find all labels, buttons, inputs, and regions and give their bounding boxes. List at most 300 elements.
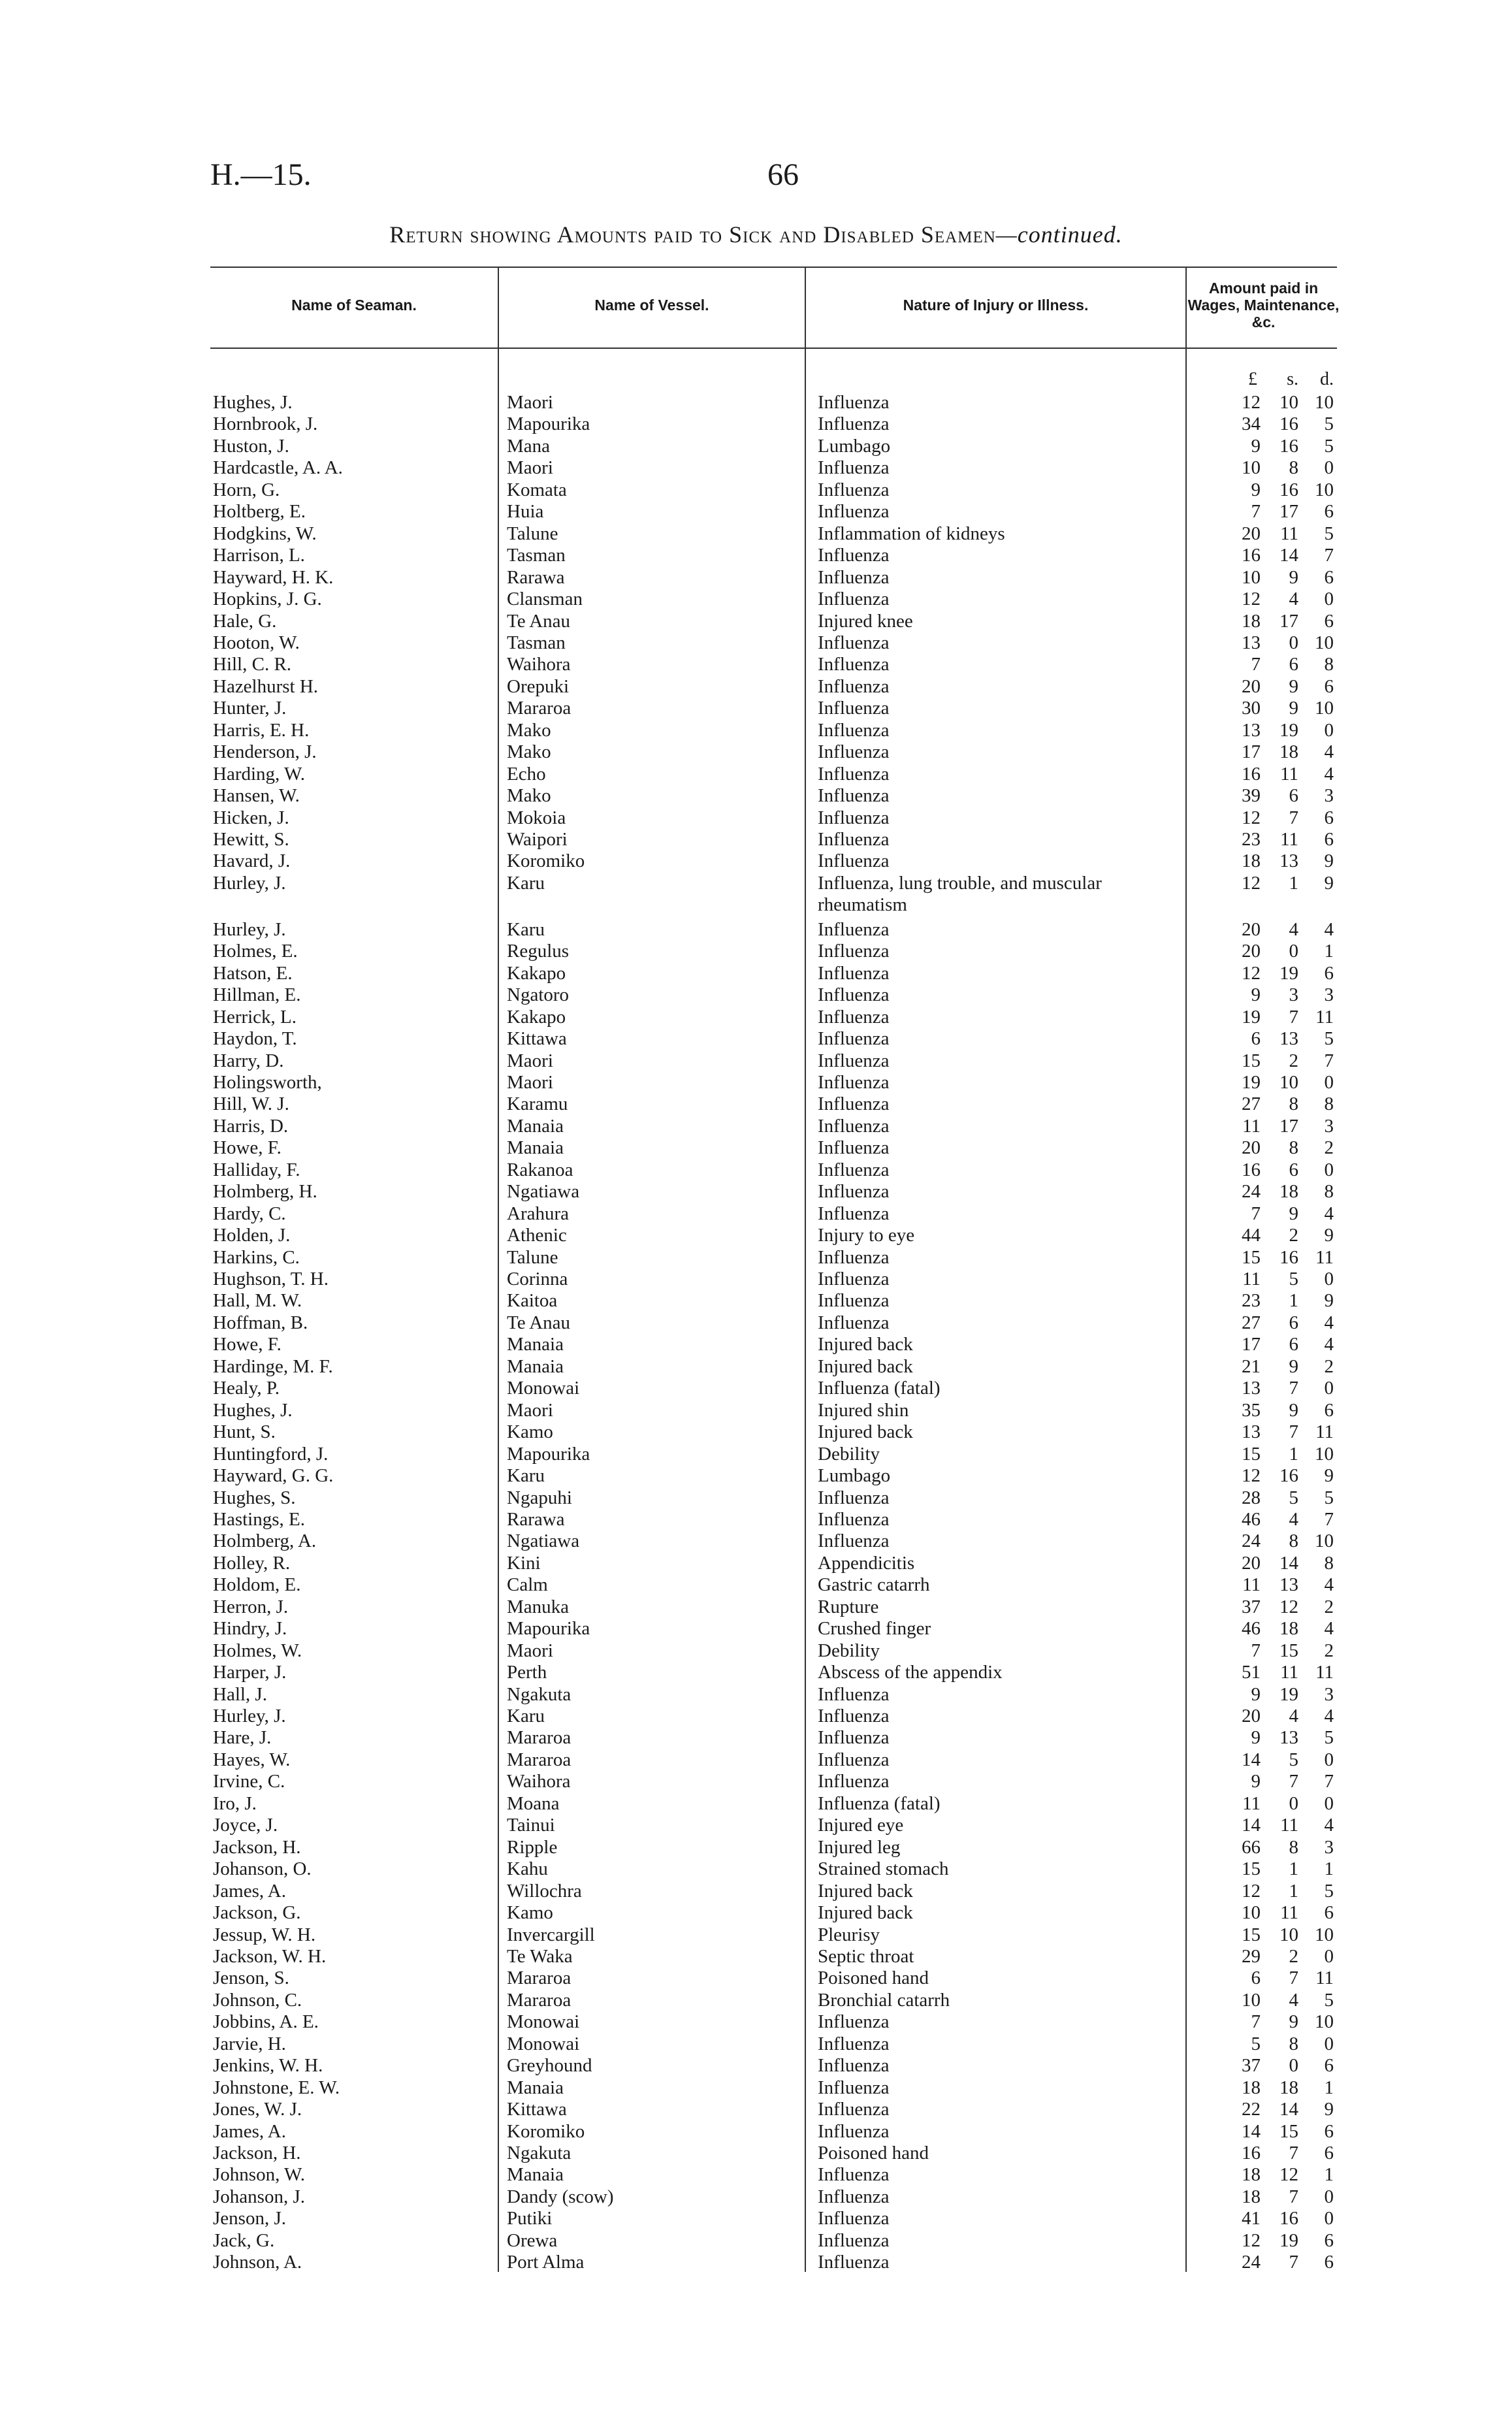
vessel-name: Kamo xyxy=(507,1902,553,1924)
amount-pounds: 15 xyxy=(1242,1050,1261,1071)
header-illness: Nature of Injury or Illness. xyxy=(903,297,1089,314)
amount-shillings: 7 xyxy=(1289,1006,1298,1028)
vessel-name: Invercargill xyxy=(507,1924,595,1945)
amount-pounds: 6 xyxy=(1251,1028,1261,1050)
table-row xyxy=(0,850,1512,872)
table-row xyxy=(0,2121,1512,2143)
seaman-name: Jenson, S. xyxy=(213,1968,289,1989)
vessel-name: Putiki xyxy=(507,2208,553,2229)
amount-shillings: 13 xyxy=(1279,1574,1298,1596)
illness: Bronchial catarrh xyxy=(818,1989,950,2011)
amount-pence: 8 xyxy=(1324,654,1334,675)
amount-pounds: 46 xyxy=(1242,1508,1261,1530)
table-row xyxy=(0,1072,1512,1094)
amount-pounds: 20 xyxy=(1242,1706,1261,1726)
amount-shillings: 0 xyxy=(1289,1792,1298,1814)
amount-shillings: 1 xyxy=(1289,872,1298,894)
amount-pounds: 20 xyxy=(1242,941,1261,962)
illness: Gastric catarrh xyxy=(818,1574,930,1596)
table-row xyxy=(0,785,1512,807)
seaman-name: Hall, M. W. xyxy=(213,1290,302,1312)
amount-pounds: 34 xyxy=(1242,413,1261,435)
amount-shillings: 8 xyxy=(1289,2033,1298,2054)
amount-shillings: 4 xyxy=(1289,1706,1298,1726)
amount-pence: 7 xyxy=(1324,1508,1334,1530)
amount-pence: 5 xyxy=(1324,435,1334,457)
amount-pence: 3 xyxy=(1324,1115,1334,1137)
illness: Poisoned hand xyxy=(818,1968,929,1989)
amount-pounds: 24 xyxy=(1242,1181,1261,1203)
amount-pence: 4 xyxy=(1324,1312,1334,1333)
illness: Influenza xyxy=(818,1749,890,1770)
seaman-name: Haydon, T. xyxy=(213,1028,297,1050)
table-row xyxy=(0,807,1512,829)
table-row xyxy=(0,1378,1512,1399)
table-row xyxy=(0,2208,1512,2229)
illness: Influenza xyxy=(818,2011,890,2033)
amount-pence: 4 xyxy=(1324,1815,1334,1836)
illness: Injured leg xyxy=(818,1836,901,1858)
vessel-name: Mokoia xyxy=(507,807,566,828)
vessel-name: Waipori xyxy=(507,829,568,850)
amount-pounds: 13 xyxy=(1242,1378,1261,1399)
illness: Influenza xyxy=(818,2033,890,2054)
amount-pounds: 18 xyxy=(1242,610,1261,632)
vessel-name: Willochra xyxy=(507,1880,582,1902)
illness: Influenza xyxy=(818,1290,890,1312)
amount-pounds: 23 xyxy=(1242,829,1261,850)
seaman-name: Hill, C. R. xyxy=(213,654,292,675)
amount-pence: 5 xyxy=(1324,1880,1334,1902)
table-row xyxy=(0,1531,1512,1552)
illness: Debility xyxy=(818,1443,880,1465)
seaman-name: Huston, J. xyxy=(213,435,289,457)
amount-pence: 0 xyxy=(1324,589,1334,610)
amount-pounds: 18 xyxy=(1242,2077,1261,2098)
amount-shillings: 9 xyxy=(1289,1203,1298,1224)
amount-pounds: 15 xyxy=(1242,1246,1261,1268)
amount-pounds: 14 xyxy=(1242,1815,1261,1836)
seaman-name: Hansen, W. xyxy=(213,785,300,807)
amount-pounds: 20 xyxy=(1242,918,1261,940)
amount-shillings: 7 xyxy=(1289,1421,1298,1443)
amount-pence: 4 xyxy=(1324,1574,1334,1596)
vessel-name: Kittawa xyxy=(507,2099,567,2120)
table-row xyxy=(0,676,1512,698)
amount-pence: 11 xyxy=(1315,1421,1334,1443)
vessel-name: Kaitoa xyxy=(507,1290,558,1312)
amount-shillings: 1 xyxy=(1289,1443,1298,1465)
vessel-name: Mararoa xyxy=(507,1989,571,2011)
table-row xyxy=(0,764,1512,785)
vessel-name: Ngatiawa xyxy=(507,1531,580,1552)
seaman-name: Johanson, O. xyxy=(213,1858,312,1880)
amount-pence: 10 xyxy=(1315,698,1334,719)
amount-pence: 0 xyxy=(1324,1749,1334,1770)
illness: Influenza xyxy=(818,785,890,807)
seaman-name: Hewitt, S. xyxy=(213,829,289,850)
seaman-name: Hatson, E. xyxy=(213,962,293,984)
amount-pence: 1 xyxy=(1324,941,1334,962)
illness: Abscess of the appendix xyxy=(818,1662,1003,1683)
amount-pounds: 17 xyxy=(1242,1334,1261,1355)
table-row xyxy=(0,1269,1512,1290)
amount-pounds: 23 xyxy=(1242,1290,1261,1312)
illness: Injured shin xyxy=(818,1399,909,1421)
amount-pence: 4 xyxy=(1324,763,1334,785)
amount-pence: 0 xyxy=(1324,2186,1334,2207)
amount-pounds: 15 xyxy=(1242,1443,1261,1465)
amount-shillings: 8 xyxy=(1289,1836,1298,1858)
vessel-name: Waihora xyxy=(507,654,571,675)
illness: Influenza xyxy=(818,2208,890,2229)
amount-pounds: 41 xyxy=(1242,2208,1261,2229)
table-row xyxy=(0,1400,1512,1421)
amount-shillings: 4 xyxy=(1289,1989,1298,2011)
illness: Influenza xyxy=(818,392,890,413)
illness: Influenza xyxy=(818,413,890,435)
table-row xyxy=(0,1312,1512,1334)
table-row xyxy=(0,720,1512,741)
amount-pence: 1 xyxy=(1324,2077,1334,2098)
vessel-name: Mako xyxy=(507,719,551,741)
seaman-name: James, A. xyxy=(213,2120,286,2142)
table-row xyxy=(0,2011,1512,2033)
table-row xyxy=(0,1487,1512,1509)
amount-pounds: 18 xyxy=(1242,850,1261,872)
table-row xyxy=(0,392,1512,413)
vessel-name: Ngapuhi xyxy=(507,1487,572,1508)
table-row xyxy=(0,1684,1512,1706)
seaman-name: Huntingford, J. xyxy=(213,1443,329,1465)
amount-pence: 2 xyxy=(1324,1137,1334,1159)
seaman-name: Jessup, W. H. xyxy=(213,1924,316,1945)
vessel-name: Maori xyxy=(507,1399,553,1421)
illness: Influenza xyxy=(818,829,890,850)
amount-shillings: 15 xyxy=(1279,2120,1298,2142)
table-row xyxy=(0,501,1512,523)
amount-shillings: 16 xyxy=(1279,2208,1298,2229)
seaman-name: Hayes, W. xyxy=(213,1749,291,1770)
amount-pence: 4 xyxy=(1324,1203,1334,1224)
amount-pounds: 7 xyxy=(1251,1203,1261,1224)
amount-pence: 8 xyxy=(1324,1552,1334,1574)
amount-shillings: 11 xyxy=(1280,1902,1298,1924)
vessel-name: Kahu xyxy=(507,1858,548,1880)
vessel-name: Kittawa xyxy=(507,1028,567,1050)
vessel-name: Karu xyxy=(507,1465,545,1487)
seaman-name: Hale, G. xyxy=(213,610,277,632)
amount-pence: 6 xyxy=(1324,829,1334,850)
seaman-name: Herrick, L. xyxy=(213,1006,297,1028)
vessel-name: Kakapo xyxy=(507,1006,566,1028)
amount-shillings: 19 xyxy=(1279,962,1298,984)
amount-shillings: 9 xyxy=(1289,1355,1298,1377)
page-number: 66 xyxy=(767,157,799,192)
vessel-name: Manaia xyxy=(507,2164,564,2186)
vessel-name: Tasman xyxy=(507,545,566,566)
illness: Inflammation of kidneys xyxy=(818,523,1005,544)
illness: Influenza xyxy=(818,1487,890,1508)
illness: Influenza xyxy=(818,2164,890,2186)
vessel-name: Monowai xyxy=(507,2033,580,2054)
amount-shillings: 16 xyxy=(1279,1465,1298,1487)
amount-shillings: 4 xyxy=(1289,918,1298,940)
table-row xyxy=(0,1662,1512,1683)
seaman-name: Holmberg, A. xyxy=(213,1531,317,1552)
table-row xyxy=(0,1509,1512,1531)
amount-shillings: 8 xyxy=(1289,1137,1298,1159)
table-row xyxy=(0,479,1512,501)
seaman-name: Jackson, H. xyxy=(213,2143,301,2163)
amount-pounds: 20 xyxy=(1242,1552,1261,1574)
vessel-name: Rarawa xyxy=(507,566,565,588)
amount-shillings: 2 xyxy=(1289,1225,1298,1246)
page-title xyxy=(0,221,1512,248)
amount-shillings: 16 xyxy=(1279,479,1298,500)
illness: Influenza xyxy=(818,1771,890,1792)
amount-pence: 4 xyxy=(1324,1334,1334,1355)
amount-shillings: 7 xyxy=(1289,807,1298,828)
seaman-name: Holley, R. xyxy=(213,1552,291,1574)
table-row xyxy=(0,2143,1512,2164)
seaman-name: Hopkins, J. G. xyxy=(213,589,322,610)
vessel-name: Orepuki xyxy=(507,675,570,697)
amount-shillings: 6 xyxy=(1289,1334,1298,1355)
amount-shillings: 10 xyxy=(1279,1071,1298,1093)
seaman-name: Hughes, J. xyxy=(213,1399,293,1421)
amount-shillings: 7 xyxy=(1289,1771,1298,1792)
amount-pence: 10 xyxy=(1315,479,1334,500)
amount-shillings: 5 xyxy=(1289,1749,1298,1770)
amount-pence: 3 xyxy=(1324,984,1334,1006)
vessel-name: Huia xyxy=(507,501,544,523)
amount-shillings: 6 xyxy=(1289,1312,1298,1333)
amount-shillings: 1 xyxy=(1289,1290,1298,1312)
illness: Influenza xyxy=(818,1028,890,1050)
amount-pence: 0 xyxy=(1324,1378,1334,1399)
illness: Injured knee xyxy=(818,610,913,632)
table-row xyxy=(0,436,1512,457)
table-row xyxy=(0,741,1512,763)
seaman-name: Hare, J. xyxy=(213,1727,272,1749)
seaman-name: Hill, W. J. xyxy=(213,1094,289,1115)
illness: Injured back xyxy=(818,1902,913,1924)
amount-shillings: 12 xyxy=(1279,1596,1298,1617)
illness: Influenza xyxy=(818,1115,890,1137)
seaman-name: Hornbrook, J. xyxy=(213,413,318,435)
amount-shillings: 8 xyxy=(1289,457,1298,479)
vessel-name: Regulus xyxy=(507,941,570,962)
vessel-name: Karamu xyxy=(507,1094,568,1115)
amount-pence: 0 xyxy=(1324,1792,1334,1814)
illness: Influenza xyxy=(818,962,890,984)
amount-pounds: 16 xyxy=(1242,545,1261,566)
amount-pounds: 7 xyxy=(1251,1640,1261,1661)
vessel-name: Karu xyxy=(507,918,545,940)
amount-pence: 3 xyxy=(1324,1683,1334,1705)
amount-pence: 10 xyxy=(1315,2011,1334,2033)
amount-pounds: 13 xyxy=(1242,719,1261,741)
amount-pence: 5 xyxy=(1324,1028,1334,1050)
illness: Influenza xyxy=(818,1508,890,1530)
table-row xyxy=(0,2077,1512,2099)
title-main: Return showing Amounts paid to Sick and Disabled Seamen xyxy=(389,221,996,248)
seaman-name: Hindry, J. xyxy=(213,1618,287,1640)
amount-shillings: 7 xyxy=(1289,1378,1298,1399)
table-row xyxy=(0,567,1512,589)
amount-pounds: 15 xyxy=(1242,1924,1261,1945)
illness: Strained stomach xyxy=(818,1858,949,1880)
amount-pence: 0 xyxy=(1324,2033,1334,2054)
seaman-name: Johnson, C. xyxy=(213,1989,302,2011)
vessel-name: Te Anau xyxy=(507,1312,571,1333)
amount-pence: 8 xyxy=(1324,1094,1334,1115)
vessel-name: Maori xyxy=(507,1050,553,1071)
amount-pounds: 29 xyxy=(1242,1945,1261,1967)
illness: Influenza xyxy=(818,1050,890,1071)
vessel-name: Dandy (scow) xyxy=(507,2186,614,2207)
seaman-name: Harper, J. xyxy=(213,1662,287,1683)
seaman-name: Hurley, J. xyxy=(213,872,286,894)
illness: Influenza xyxy=(818,850,890,872)
illness: Influenza xyxy=(818,1683,890,1705)
vessel-name: Athenic xyxy=(507,1225,567,1246)
amount-pence: 6 xyxy=(1324,1399,1334,1421)
amount-pounds: 9 xyxy=(1251,1683,1261,1705)
illness: Influenza xyxy=(818,1181,890,1203)
amount-pounds: 12 xyxy=(1242,962,1261,984)
amount-pounds: 46 xyxy=(1242,1618,1261,1640)
amount-shillings: 14 xyxy=(1279,545,1298,566)
amount-pence: 4 xyxy=(1324,1706,1334,1726)
seaman-name: Irvine, C. xyxy=(213,1771,285,1792)
seaman-name: Joyce, J. xyxy=(213,1815,278,1836)
illness: Injured back xyxy=(818,1355,913,1377)
table-row xyxy=(0,1421,1512,1443)
amount-pence: 1 xyxy=(1324,1858,1334,1880)
seaman-name: Jackson, W. H. xyxy=(213,1945,327,1967)
vessel-name: Mararoa xyxy=(507,1727,571,1749)
table-row xyxy=(0,2164,1512,2186)
amount-pounds: 22 xyxy=(1242,2099,1261,2120)
amount-pence: 2 xyxy=(1324,1640,1334,1661)
amount-pounds: 27 xyxy=(1242,1312,1261,1333)
illness: Influenza xyxy=(818,1094,890,1115)
table-row xyxy=(0,872,1512,915)
amount-pence: 10 xyxy=(1315,1531,1334,1552)
vessel-name: Manaia xyxy=(507,1115,564,1137)
table-row xyxy=(0,1444,1512,1465)
table-row xyxy=(0,2186,1512,2208)
table-row xyxy=(0,2252,1512,2273)
amount-pounds: 10 xyxy=(1242,566,1261,588)
amount-shillings: 1 xyxy=(1289,1880,1298,1902)
seaman-name: Holmberg, H. xyxy=(213,1181,317,1203)
vessel-name: Perth xyxy=(507,1662,547,1683)
amount-shillings: 14 xyxy=(1279,2099,1298,2120)
illness: Influenza xyxy=(818,566,890,588)
seaman-name: Jones, W. J. xyxy=(213,2099,302,2120)
seaman-name: Hicken, J. xyxy=(213,807,289,828)
header-amount: Amount paid in Wages, Maintenance, &c. xyxy=(1187,280,1340,331)
amount-pence: 6 xyxy=(1324,1902,1334,1924)
amount-pence: 6 xyxy=(1324,2252,1334,2273)
header-top-rule xyxy=(210,267,1337,268)
table-row xyxy=(0,1574,1512,1596)
seaman-name: Johnstone, E. W. xyxy=(213,2077,340,2098)
seaman-name: Harry, D. xyxy=(213,1050,284,1071)
seaman-name: Holdom, E. xyxy=(213,1574,301,1596)
vessel-name: Mana xyxy=(507,435,551,457)
amount-shillings: 19 xyxy=(1279,1683,1298,1705)
vessel-name: Manaia xyxy=(507,1334,564,1355)
illness: Injured back xyxy=(818,1421,913,1443)
vessel-name: Clansman xyxy=(507,589,583,610)
seaman-name: Holingsworth, xyxy=(213,1071,322,1093)
seaman-name: Henderson, J. xyxy=(213,741,317,763)
vessel-name: Calm xyxy=(507,1574,548,1596)
table-row xyxy=(0,1181,1512,1203)
illness: Injured eye xyxy=(818,1815,904,1836)
illness: Influenza xyxy=(818,501,890,523)
amount-shillings: 5 xyxy=(1289,1487,1298,1508)
amount-pence: 9 xyxy=(1324,1225,1334,1246)
table-row xyxy=(0,1815,1512,1836)
vessel-name: Ngatiawa xyxy=(507,1181,580,1203)
amount-shillings: 4 xyxy=(1289,1508,1298,1530)
illness: Poisoned hand xyxy=(818,2143,929,2163)
amount-pounds: 11 xyxy=(1242,1792,1261,1814)
seaman-name: Jobbins, A. E. xyxy=(213,2011,319,2033)
amount-shillings: 4 xyxy=(1289,589,1298,610)
vessel-name: Kini xyxy=(507,1552,541,1574)
table-row xyxy=(0,611,1512,632)
amount-pounds: 5 xyxy=(1251,2033,1261,2054)
amount-shillings: 11 xyxy=(1280,1662,1298,1683)
illness: Influenza (fatal) xyxy=(818,1792,941,1814)
amount-pounds: 11 xyxy=(1242,1269,1261,1289)
seaman-name: Iro, J. xyxy=(213,1792,257,1814)
vessel-name: Komata xyxy=(507,479,567,500)
amount-pounds: 12 xyxy=(1242,872,1261,894)
table-row xyxy=(0,1290,1512,1312)
amount-pounds: 20 xyxy=(1242,1137,1261,1159)
amount-pence: 11 xyxy=(1315,1662,1334,1683)
table-row xyxy=(0,1837,1512,1858)
seaman-name: Harris, E. H. xyxy=(213,719,310,741)
illness: Influenza xyxy=(818,479,890,500)
vessel-name: Mararoa xyxy=(507,1749,571,1770)
amount-shillings: 0 xyxy=(1289,2055,1298,2077)
amount-pence: 6 xyxy=(1324,2143,1334,2163)
amount-pounds: 12 xyxy=(1242,2229,1261,2251)
amount-shillings: 16 xyxy=(1279,435,1298,457)
amount-pounds: 11 xyxy=(1242,1574,1261,1596)
amount-pence: 9 xyxy=(1324,850,1334,872)
seaman-name: Hoffman, B. xyxy=(213,1312,308,1333)
table-row xyxy=(0,1465,1512,1487)
amount-pounds: 9 xyxy=(1251,435,1261,457)
amount-pounds: 44 xyxy=(1242,1225,1261,1246)
vessel-name: Rakanoa xyxy=(507,1159,573,1180)
illness: Rupture xyxy=(818,1596,879,1617)
amount-pence: 0 xyxy=(1324,2208,1334,2229)
amount-pence: 6 xyxy=(1324,2229,1334,2251)
seaman-name: Hodgkins, W. xyxy=(213,523,317,544)
header-bottom-rule xyxy=(210,348,1337,349)
table-row xyxy=(0,1968,1512,1989)
